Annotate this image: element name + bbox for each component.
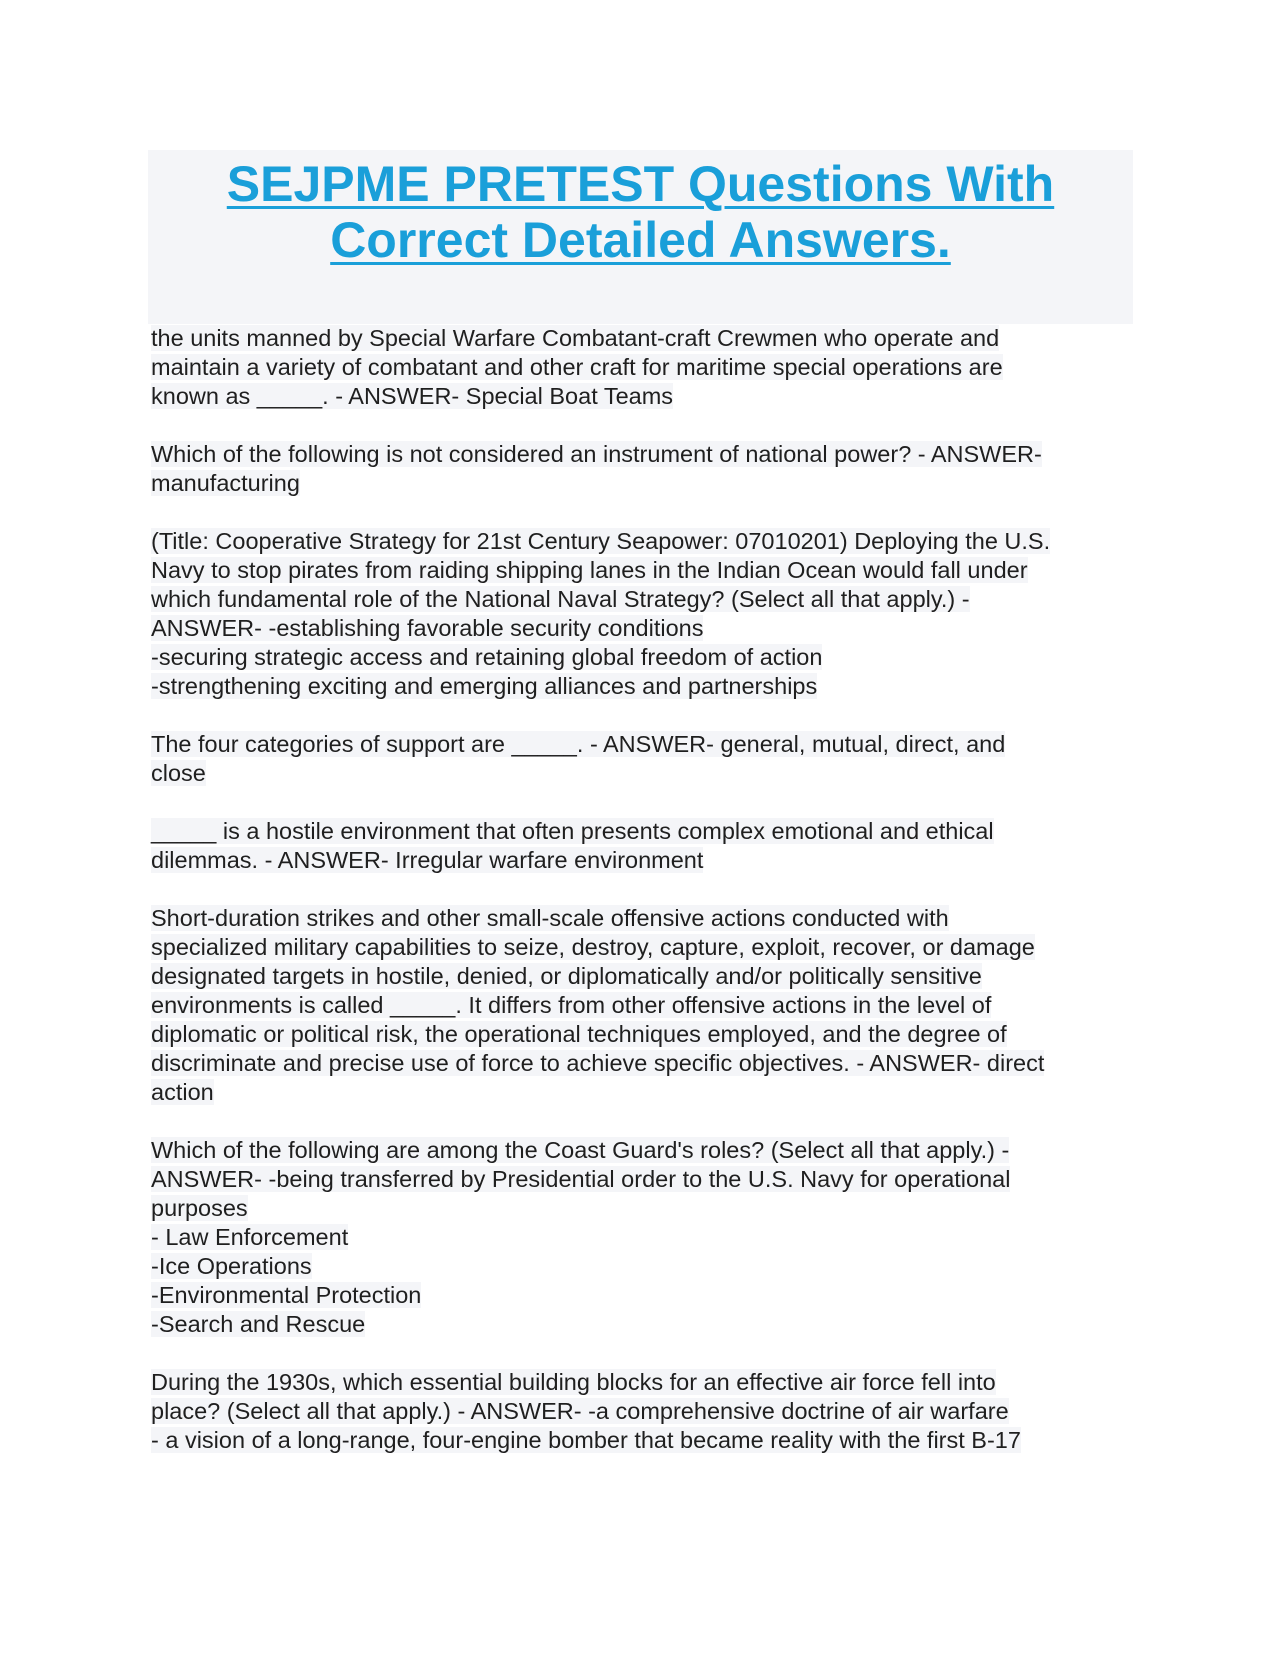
- line-text: - a vision of a long-range, four-engine bomber that became reality with the first B-17: [151, 1427, 1021, 1453]
- qa-block: [151, 904, 1131, 1107]
- line-text: Navy to stop pirates from raiding shipping lanes in the Indian Ocean would fall under: [151, 557, 1028, 583]
- line-text: -Environmental Protection: [151, 1282, 422, 1308]
- line-text: specialized military capabilities to seize, destroy, capture, exploit, recover, or damage: [151, 934, 1035, 960]
- text-line: [151, 672, 1131, 701]
- line-text: known as _____. - ANSWER- Special Boat Teams: [151, 383, 674, 409]
- text-line: [151, 1310, 1131, 1339]
- line-text: -securing strategic access and retaining global freedom of action: [151, 644, 823, 670]
- qa-block: [151, 730, 1131, 788]
- text-line: [151, 1049, 1131, 1078]
- text-line: [151, 1397, 1131, 1426]
- text-line: [151, 1194, 1131, 1223]
- line-text: environments is called _____. It differs from other offensive actions in the level of: [151, 992, 992, 1018]
- line-text: ANSWER- -establishing favorable security conditions: [151, 615, 704, 641]
- title-banner: [148, 150, 1133, 324]
- text-line: [151, 382, 1131, 411]
- line-text: (Title: Cooperative Strategy for 21st Century Seapower: 07010201) Deploying the U.S.: [151, 528, 1051, 554]
- text-line: [151, 1165, 1131, 1194]
- text-line: [151, 933, 1131, 962]
- line-text: -strengthening exciting and emerging alliances and partnerships: [151, 673, 818, 699]
- line-text: purposes: [151, 1195, 248, 1221]
- text-line: [151, 643, 1131, 672]
- qa-block: [151, 324, 1131, 411]
- text-line: [151, 585, 1131, 614]
- line-text: _____ is a hostile environment that often presents complex emotional and ethical: [151, 818, 994, 844]
- line-text: maintain a variety of combatant and other craft for maritime special operations are: [151, 354, 1003, 380]
- line-text: manufacturing: [151, 470, 300, 496]
- text-line: [151, 1223, 1131, 1252]
- qa-content: [151, 324, 1131, 1484]
- text-line: [151, 440, 1131, 469]
- text-line: [151, 817, 1131, 846]
- line-text: Which of the following is not considered an instrument of national power? - ANSWER-: [151, 441, 1042, 467]
- title-line: SEJPME PRETEST Questions With: [226, 156, 1055, 212]
- line-text: dilemmas. - ANSWER- Irregular warfare environment: [151, 847, 704, 873]
- text-line: [151, 1020, 1131, 1049]
- line-text: action: [151, 1079, 214, 1105]
- text-line: [151, 1368, 1131, 1397]
- line-text: place? (Select all that apply.) - ANSWER- -a comprehensive doctrine of air warfare: [151, 1398, 1009, 1424]
- line-text: - Law Enforcement: [151, 1224, 349, 1250]
- line-text: During the 1930s, which essential building blocks for an effective air force fell into: [151, 1369, 996, 1395]
- text-line: [151, 1136, 1131, 1165]
- text-line: [151, 991, 1131, 1020]
- text-line: [151, 1078, 1131, 1107]
- line-text: which fundamental role of the National Naval Strategy? (Select all that apply.) -: [151, 586, 970, 612]
- qa-block: [151, 1368, 1131, 1455]
- qa-block: [151, 440, 1131, 498]
- text-line: [151, 353, 1131, 382]
- title-line: Correct Detailed Answers.: [330, 212, 951, 268]
- qa-block: [151, 527, 1131, 701]
- text-line: [151, 1281, 1131, 1310]
- line-text: ANSWER- -being transferred by Presidential order to the U.S. Navy for operational: [151, 1166, 1011, 1192]
- line-text: Which of the following are among the Coast Guard's roles? (Select all that apply.) -: [151, 1137, 1010, 1163]
- qa-block: [151, 1136, 1131, 1339]
- text-line: [151, 962, 1131, 991]
- line-text: -Ice Operations: [151, 1253, 312, 1279]
- text-line: [151, 614, 1131, 643]
- text-line: [151, 469, 1131, 498]
- line-text: the units manned by Special Warfare Combatant-craft Crewmen who operate and: [151, 325, 1000, 351]
- text-line: [151, 759, 1131, 788]
- text-line: [151, 1252, 1131, 1281]
- text-line: [151, 556, 1131, 585]
- line-text: designated targets in hostile, denied, or diplomatically and/or politically sensitive: [151, 963, 982, 989]
- text-line: [151, 846, 1131, 875]
- line-text: diplomatic or political risk, the operational techniques employed, and the degree of: [151, 1021, 1007, 1047]
- document-title: [148, 150, 1133, 268]
- text-line: [151, 904, 1131, 933]
- text-line: [151, 730, 1131, 759]
- qa-block: [151, 817, 1131, 875]
- line-text: discriminate and precise use of force to achieve specific objectives. - ANSWER- direct: [151, 1050, 1045, 1076]
- line-text: close: [151, 760, 206, 786]
- text-line: [151, 527, 1131, 556]
- line-text: -Search and Rescue: [151, 1311, 366, 1337]
- line-text: The four categories of support are _____. - ANSWER- general, mutual, direct, and: [151, 731, 1006, 757]
- text-line: [151, 324, 1131, 353]
- text-line: [151, 1426, 1131, 1455]
- line-text: Short-duration strikes and other small-scale offensive actions conducted with: [151, 905, 949, 931]
